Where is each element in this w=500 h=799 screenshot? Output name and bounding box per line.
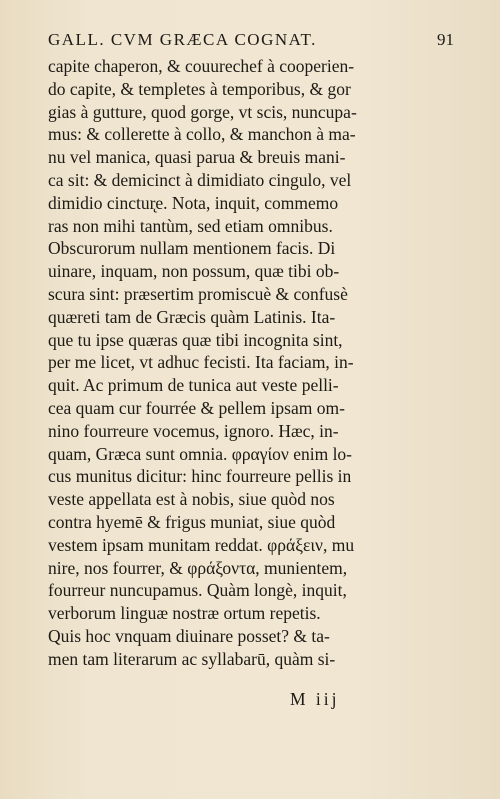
text-line: fourreur nuncupamus. Quàm longè, inquit, [48, 580, 347, 601]
text-line: capite chaperon, & couurechef à cooperien- [48, 56, 355, 76]
text-line: gias à gutture, quod gorge, vt scis, nuncupa- [48, 101, 357, 122]
text-line: mus: & collerette à collo, & manchon à ma- [48, 124, 356, 145]
text-line: men tam literarum ac syllabarū, quàm si- [48, 648, 336, 669]
text-line: quæreti tam de Græcis quàm Latinis. Ita- [48, 306, 336, 327]
text-line: que tu ipse quæras quæ tibi incognita sint, [48, 329, 343, 350]
text-line: dimidio cinctur̨e. Nota, inquit, commemo [48, 192, 339, 213]
text-line: quam, Græca sunt omnia. φραγίον enim lo- [48, 443, 353, 464]
running-title: GALL. CVM GRÆCA COGNAT. [48, 30, 317, 49]
text-line: vestem ipsam munitam reddat. φράξειν, mu [48, 534, 355, 555]
text-line: cus munitus dicitur: hinc fourreure pellis in [48, 466, 352, 487]
text-line: verborum linguæ nostræ ortum repetis. [48, 603, 321, 624]
text-line: uinare, inquam, non possum, quæ tibi ob- [48, 261, 340, 282]
text-line: cea quam cur fourrée & pellem ipsam om- [48, 397, 345, 418]
page-number: 91 [437, 30, 454, 49]
text-line: veste appellata est à nobis, siue quòd nos [48, 489, 335, 510]
text-line: nu vel manica, quasi parua & breuis mani- [48, 147, 346, 168]
text-line: contra hyemē & frigus muniat, siue quòd [48, 511, 336, 532]
text-line: nino fourreure vocemus, ignoro. Hæc, in- [48, 420, 339, 441]
text-line: nire, nos fourrer, & φράξοντα, munientem, [48, 557, 348, 578]
text-line: Obscurorum nullam mentionem facis. Di [48, 238, 336, 259]
body-text [48, 55, 436, 671]
text-line: ca sit: & demicinct à dimidiato cingulo, vel [48, 169, 352, 190]
text-line: per me licet, vt adhuc fecisti. Ita faciam, in- [48, 352, 354, 373]
text-line: quit. Ac primum de tunica aut veste pelli- [48, 375, 339, 396]
text-line: ras non mihi tantùm, sed etiam omnibus. [48, 215, 333, 236]
page-header [48, 30, 454, 52]
signature-mark: M iij [290, 689, 340, 709]
text-line: do capite, & templetes à temporibus, & gor [48, 78, 351, 99]
text-line: scura sint: præsertim promiscuè & confusè [48, 283, 348, 304]
text-line: Quis hoc vnquam diuinare posset? & ta- [48, 625, 330, 646]
